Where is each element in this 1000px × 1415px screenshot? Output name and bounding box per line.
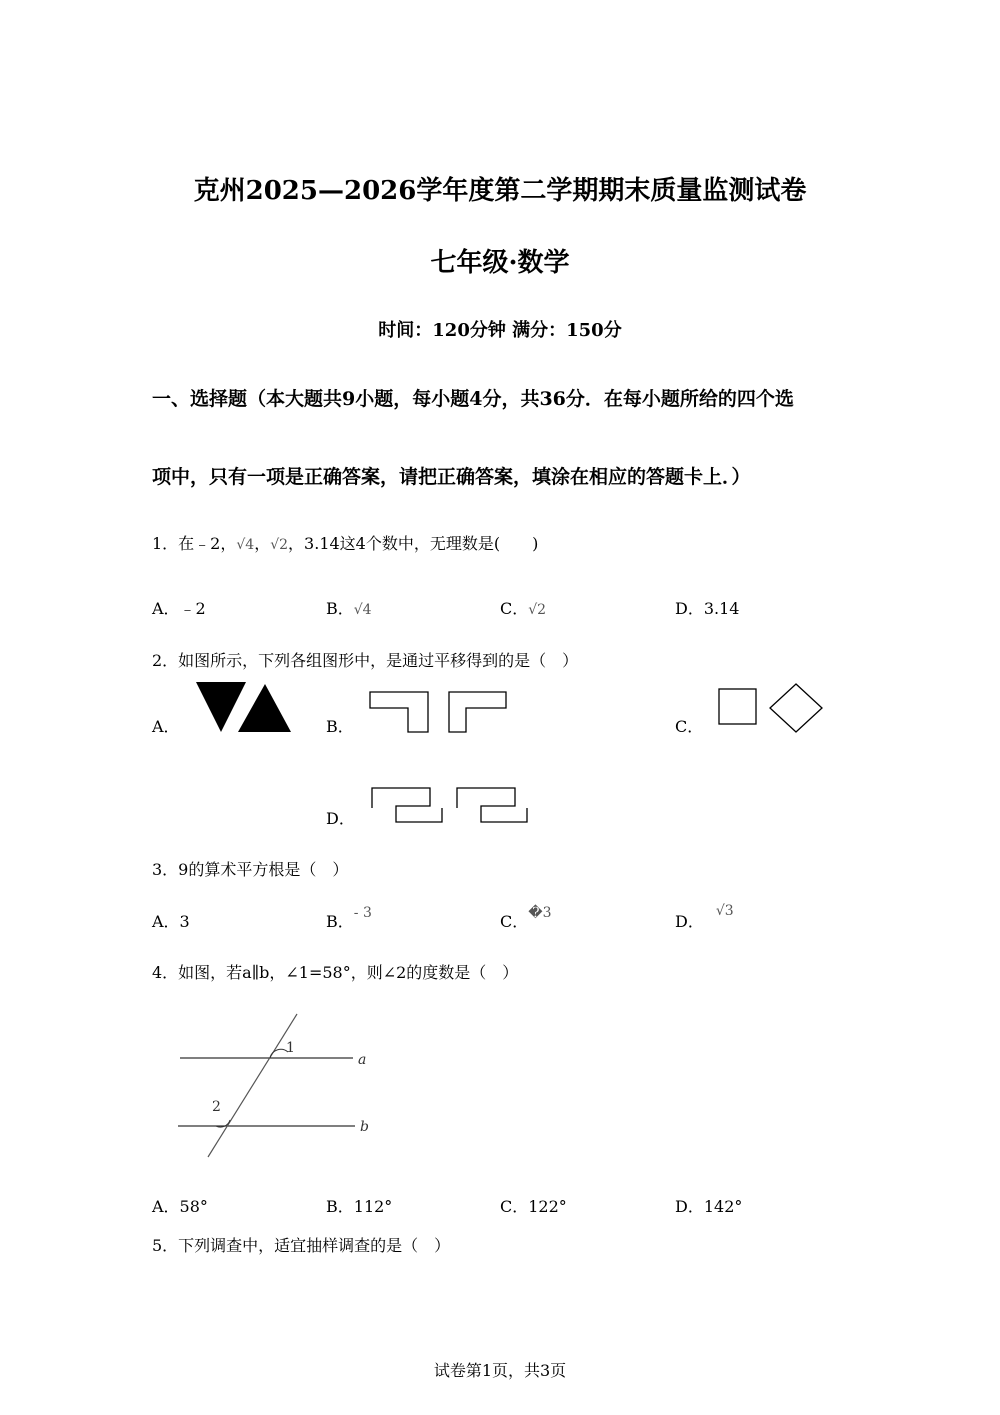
q1-option-c-label: C． bbox=[500, 599, 529, 618]
q1-sqrt-4: √4 bbox=[236, 537, 255, 553]
q1-sqrt-2: √2 bbox=[270, 537, 289, 553]
q2-option-a[interactable]: A． bbox=[152, 717, 180, 736]
question-5: 5．下列调查中，适宜抽样调查的是（ ） bbox=[152, 1236, 451, 1255]
q4-label-line-b: b bbox=[360, 1119, 369, 1135]
question-2: 2．如图所示，下列各组图形中，是通过平移得到的是（ ） bbox=[152, 651, 579, 670]
question-4: 4．如图，若a∥b，∠1=58°，则∠2的度数是（ ） bbox=[152, 963, 519, 982]
question-1 bbox=[152, 531, 538, 554]
q2-figure-b-shapes bbox=[368, 690, 508, 734]
q3-option-b-value: - 3 bbox=[353, 905, 372, 921]
q2-figure-a-triangles bbox=[196, 682, 292, 734]
q2-option-d[interactable]: D． bbox=[326, 809, 355, 828]
q3-option-c-label: C． bbox=[500, 912, 529, 931]
q1-option-b-label: B． bbox=[326, 599, 354, 618]
q1-option-d[interactable]: D．3.14 bbox=[675, 599, 740, 618]
q2-option-c[interactable]: C． bbox=[675, 717, 704, 736]
q1-option-c-value: √2 bbox=[528, 602, 547, 618]
time-info: 时间：120分钟 满分：150分 bbox=[378, 320, 622, 341]
section1-heading-line1: 一、选择题（本大题共9小题，每小题4分，共36分．在每小题所给的四个选 bbox=[152, 388, 794, 410]
q3-option-d-value: √3 bbox=[715, 903, 734, 919]
q3-option-b-label: B． bbox=[326, 912, 354, 931]
q2-option-b[interactable]: B． bbox=[326, 717, 354, 736]
q3-option-d[interactable] bbox=[675, 903, 734, 932]
q4-label-angle-2: 2 bbox=[212, 1099, 221, 1115]
q3-option-a[interactable]: A．3 bbox=[152, 912, 190, 931]
q1-stem-b: ，3.14这4个数中，无理数是( ) bbox=[288, 534, 539, 553]
q3-option-b[interactable] bbox=[326, 905, 372, 932]
q1-option-c[interactable] bbox=[500, 596, 546, 619]
question-3: 3．9的算术平方根是（ ） bbox=[152, 860, 349, 879]
q3-option-c-value: �3 bbox=[528, 905, 552, 921]
section1-heading-line2: 项中，只有一项是正确答案，请把正确答案，填涂在相应的答题卡上．） bbox=[152, 466, 751, 488]
q4-label-line-a: a bbox=[358, 1052, 367, 1068]
q1-option-a[interactable]: A．﹣2 bbox=[152, 599, 206, 618]
q1-option-b[interactable] bbox=[326, 596, 372, 619]
q3-option-c[interactable] bbox=[500, 905, 552, 932]
exam-title: 克州2025—2026学年度第二学期期末质量监测试卷 bbox=[193, 176, 807, 206]
q1-stem-a: 1．在﹣2， bbox=[152, 534, 237, 553]
q4-option-a[interactable]: A．58° bbox=[152, 1197, 208, 1216]
q4-option-d[interactable]: D．142° bbox=[675, 1197, 743, 1216]
q2-figure-d-spirals bbox=[370, 786, 532, 826]
q4-option-c[interactable]: C．122° bbox=[500, 1197, 567, 1216]
q1-option-b-value: √4 bbox=[353, 602, 372, 618]
q4-parallel-lines-figure bbox=[170, 1010, 380, 1162]
exam-subtitle: 七年级·数学 bbox=[430, 248, 570, 278]
q4-label-angle-1: 1 bbox=[286, 1040, 295, 1056]
q1-sep: ， bbox=[254, 534, 271, 553]
q4-option-b[interactable]: B．112° bbox=[326, 1197, 393, 1216]
page-footer: 试卷第1页，共3页 bbox=[433, 1361, 567, 1380]
q3-option-d-label: D． bbox=[675, 912, 704, 931]
q2-figure-c-square-diamond bbox=[718, 683, 824, 735]
